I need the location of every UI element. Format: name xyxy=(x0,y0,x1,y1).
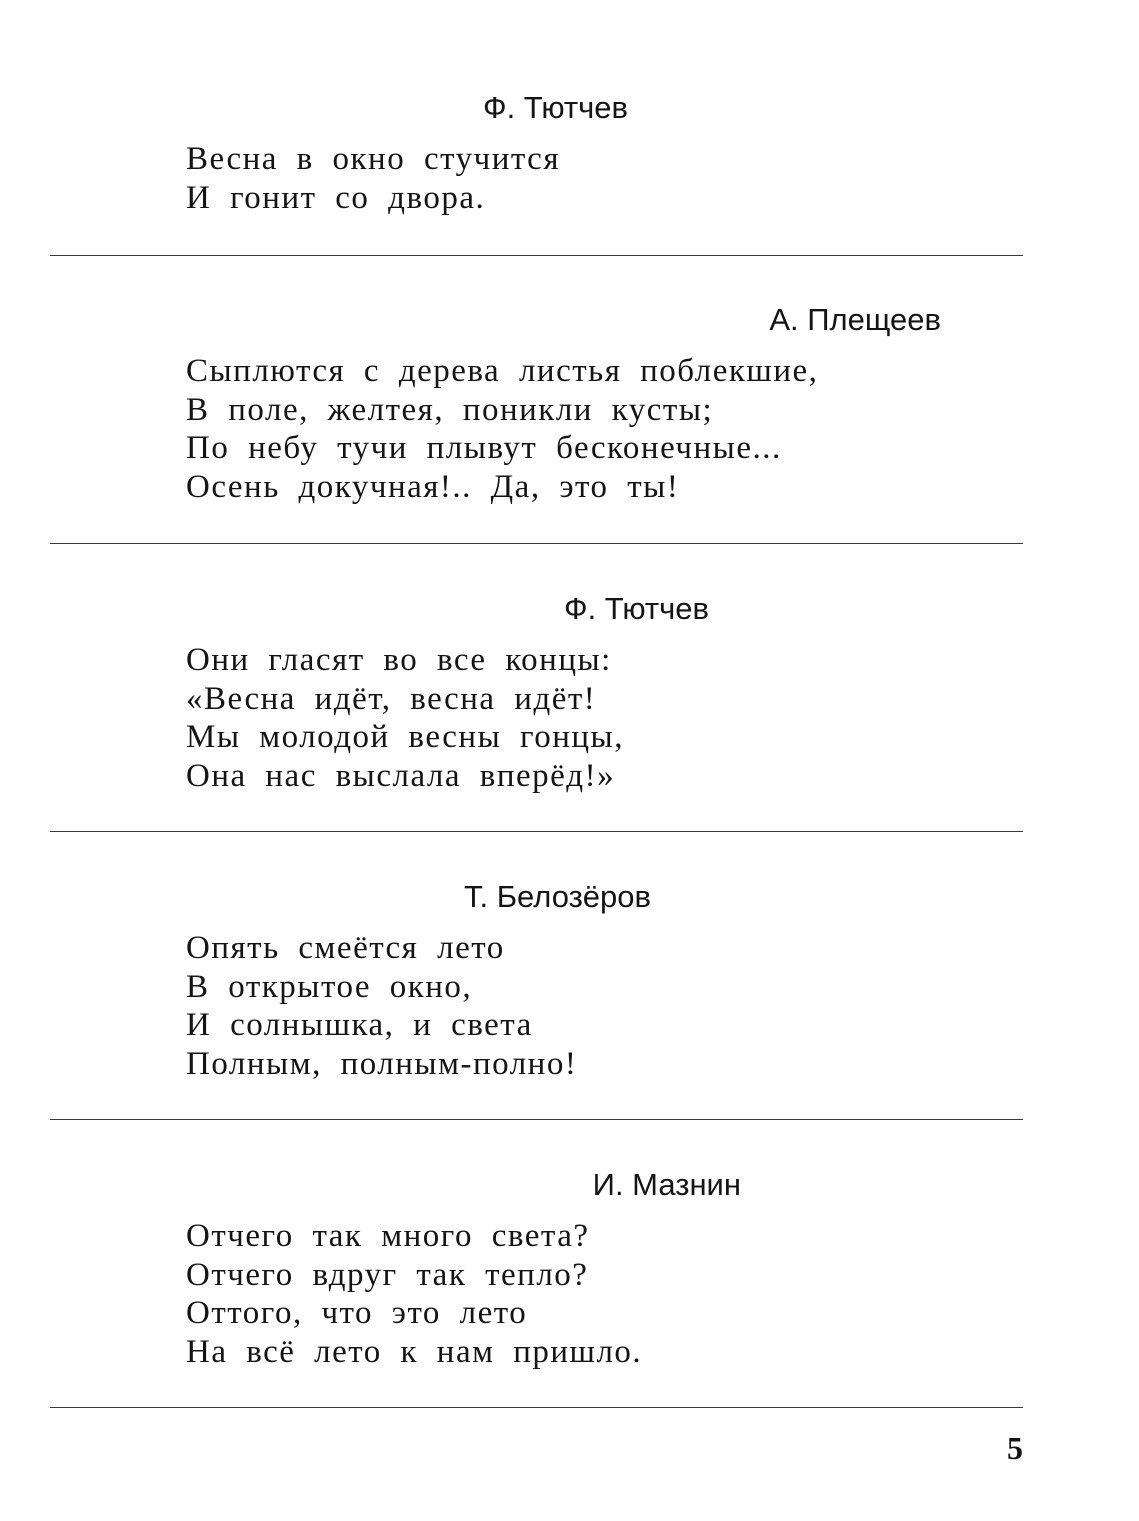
section-1-author: Ф. Тютчев xyxy=(483,90,628,125)
poem-line: «Весна идёт, весна идёт! xyxy=(186,680,597,717)
section-divider xyxy=(50,543,1023,544)
page-number: 5 xyxy=(1007,1430,1023,1466)
section-5-author: И. Мазнин xyxy=(592,1167,741,1202)
section-divider xyxy=(50,1119,1023,1120)
poem-line: Она нас выслала вперёд!» xyxy=(186,757,616,794)
section-divider xyxy=(50,831,1023,832)
section-5-poem xyxy=(186,1217,642,1371)
section-2-author: А. Плещеев xyxy=(769,302,941,337)
poem-line: Отчего так много света? xyxy=(186,1218,590,1254)
poem-line: Они гласят во все концы: xyxy=(186,642,612,678)
section-4-poem xyxy=(186,929,577,1083)
section-2-poem xyxy=(186,352,818,506)
poem-line: Отчего вдруг так тепло? xyxy=(186,1256,589,1293)
poem-line: В открытое окно, xyxy=(186,968,473,1005)
poem-line: И гонит со двора. xyxy=(186,179,486,216)
poem-line: В поле, желтея, поникли кусты; xyxy=(186,391,714,428)
poem-line: Полным, полным-полно! xyxy=(186,1045,578,1082)
poem-line: И солнышка, и света xyxy=(186,1007,533,1043)
poem-line: Сыплются с дерева листья поблекшие, xyxy=(186,353,819,389)
poem-line: На всё лето к нам пришло. xyxy=(186,1333,643,1370)
section-divider xyxy=(50,255,1023,256)
poem-line: Мы молодой весны гонцы, xyxy=(186,719,624,755)
section-1-poem xyxy=(186,140,560,217)
section-3-poem xyxy=(186,641,624,795)
poem-line: Осень докучная!.. Да, это ты! xyxy=(186,468,680,505)
section-divider xyxy=(50,1407,1023,1408)
section-3-author: Ф. Тютчев xyxy=(564,591,709,626)
section-4-author: Т. Белозёров xyxy=(463,879,651,914)
poem-line: По небу тучи плывут бесконечные... xyxy=(186,430,782,466)
poem-line: Опять смеётся лето xyxy=(186,930,505,966)
poem-line: Весна в окно стучится xyxy=(186,141,560,177)
poem-line: Оттого, что это лето xyxy=(186,1295,528,1331)
